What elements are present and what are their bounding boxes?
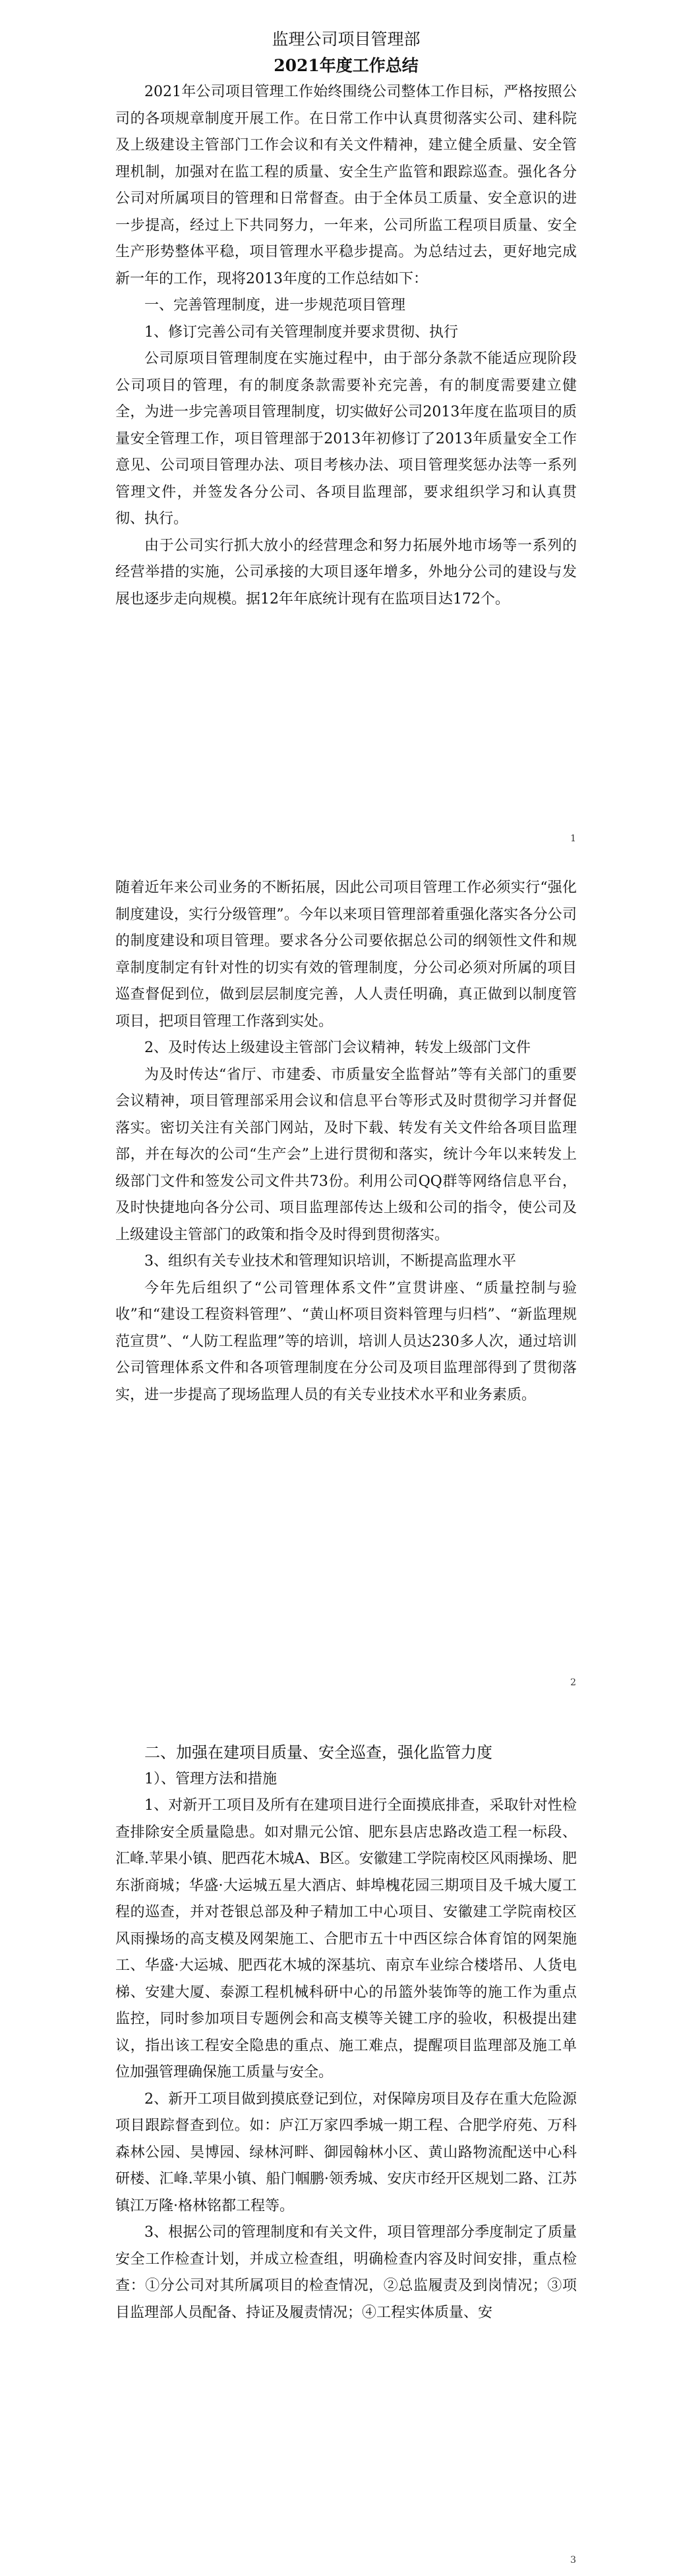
item-1-heading: 1、修订完善公司有关管理制度并要求贯彻、执行 bbox=[144, 323, 458, 341]
page-number: 1 bbox=[570, 833, 576, 844]
paragraph: 3、根据公司的管理制度和有关文件，项目管理部分季度制定了质量安全工作检查计划，并成立检查组，明确检查内容及时间安排，重点检查：①分公司对其所属项目的检查情况，②总监履责及到岗情况；③项目监理部人员配备、持证及履责情况；④工程实体质量、安 bbox=[115, 2224, 577, 2321]
page-1-content bbox=[115, 26, 577, 613]
document-page-2 bbox=[0, 863, 675, 1720]
paragraph: 随着近年来公司业务的不断拓展，因此公司项目管理工作必须实行“强化制度建设，实行分级管理”。今年以来项目管理部着重强化落实各分公司的制度建设和项目管理。要求各分公司要依据总公司的纲领性文件和规章制度制定有针对性的切实有效的管理制度，分公司必须对所属的项目巡查督促到位，做到层层制度完善，人人责任明确，真正做到以制度管项目，把项目管理工作落到实处。 bbox=[115, 880, 577, 1030]
item-3-heading: 3、组织有关专业技术和管理知识培训，不断提高监理水平 bbox=[144, 1253, 516, 1270]
page-2-content bbox=[115, 875, 577, 1409]
document-page-1 bbox=[0, 0, 675, 863]
section-1-heading: 一、完善管理制度，进一步规范项目管理 bbox=[144, 297, 406, 314]
paragraph: 由于公司实行抓大放小的经营理念和努力拓展外地市场等一系列的经营举措的实施，公司承接的大项目逐年增多，外地分公司的建设与发展也逐步走向规模。据12年年底统计现有在监项目达172个。 bbox=[115, 537, 577, 607]
item-2-heading: 2、及时传达上级建设主管部门会议精神，转发上级部门文件 bbox=[144, 1040, 531, 1056]
intro-paragraph: 2021年公司项目管理工作始终围绕公司整体工作目标，严格按照公司的各项规章制度开展工作。在日常工作中认真贯彻落实公司、建科院及上级建设主管部门工作会议和有关文件精神，建立健全质量、安全管理机制，加强对在监工程的质量、安全生产监管和跟踪巡查。强化各分公司对所属项目的管理和日常督查。由于全体员工质量、安全意识的进一步提高，经过上下共同努力，一年来，公司所监工程项目质量、安全生产形势整体平稳，项目管理水平稳步提高。为总结过去，更好地完成新一年的工作，现将2013年度的工作总结如下： bbox=[115, 84, 577, 287]
paragraph: 1、对新开工项目及所有在建项目进行全面摸底排查，采取针对性检查排除安全质量隐患。如对鼎元公馆、肥东县店忠路改造工程一标段、汇峰.苹果小镇、肥西花木城A、B区。安徽建工学院南校区风雨操场、肥东浙商城；华盛·大运城五星大酒店、蚌埠槐花园三期项目及千城大厦工程的巡查，并对苍银总部及种子精加工中心项目、安徽建工学院南校区风雨操场的高支模及网架施工、合肥市五十中西区综合体育馆的网架施工、华盛·大运城、肥西花木城的深基坑、南京车业综合楼塔吊、人货电梯、安建大厦、泰源工程机械科研中心的吊篮外装饰等的施工作为重点监控，同时参加项目专题例会和高支模等关键工序的验收，积极提出建议，指出该工程安全隐患的重点、施工难点，提醒项目监理部及施工单位加强管理确保施工质量与安全。 bbox=[115, 1797, 577, 2081]
paragraph: 公司原项目管理制度在实施过程中，由于部分条款不能适应现阶段公司项目的管理，有的制度条款需要补充完善，有的制度需要建立健全，为进一步完善项目管理制度，切实做好公司2013年度在监项目的质量安全管理工作，项目管理部于2013年初修订了2013年质量安全工作意见、公司项目管理办法、项目考核办法、项目管理奖惩办法等一系列管理文件，并签发各分公司、各项目监理部，要求组织学习和认真贯彻、执行。 bbox=[115, 350, 577, 527]
page-number: 3 bbox=[570, 2555, 576, 2565]
section-2-heading: 二、加强在建项目质量、安全巡查，强化监管力度 bbox=[144, 1743, 492, 1762]
document-page-3 bbox=[0, 1720, 675, 2576]
paragraph: 今年先后组织了“公司管理体系文件”宣贯讲座、“质量控制与验收”和“建设工程资料管理”、“黄山杯项目资料管理与归档”、“新监理规范宣贯”、“人防工程监理”等的培训，培训人员达230多人次，通过培训公司管理体系文件和各项管理制度在分公司及项目监理部得到了贯彻落实，进一步提高了现场监理人员的有关专业技术水平和业务素质。 bbox=[115, 1279, 577, 1403]
document-title: 监理公司项目管理部 bbox=[272, 30, 421, 49]
paragraph: 2、新开工项目做到摸底登记到位，对保障房项目及存在重大危险源项目跟踪督查到位。如：庐江万家四季城一期工程、合肥学府苑、万科森林公园、昊博园、绿林河畔、御园翰林小区、黄山路物流配送中心科研楼、汇峰.苹果小镇、船门帼鹏·领秀城、安庆市经开区规划二路、江苏镇江万隆·格林铭都工程等。 bbox=[115, 2090, 577, 2214]
subsection-heading: 1）、管理方法和措施 bbox=[144, 1770, 277, 1787]
document-subtitle: 2021年度工作总结 bbox=[274, 56, 419, 75]
page-3-content bbox=[115, 1739, 577, 2326]
page-number: 2 bbox=[570, 1677, 576, 1688]
paragraph: 为及时传达“省厅、市建委、市质量安全监督站”等有关部门的重要会议精神，项目管理部采用会议和信息平台等形式及时贯彻学习并督促落实。密切关注有关部门网站，及时下载、转发有关文件给各项目监理部，并在每次的公司“生产会”上进行贯彻和落实，统计今年以来转发上级部门文件和签发公司文件共73份。利用公司QQ群等网络信息平台，及时快捷地向各分公司、项目监理部传达上级和公司的指令，使公司及上级建设主管部门的政策和指令及时得到贯彻落实。 bbox=[115, 1066, 577, 1243]
